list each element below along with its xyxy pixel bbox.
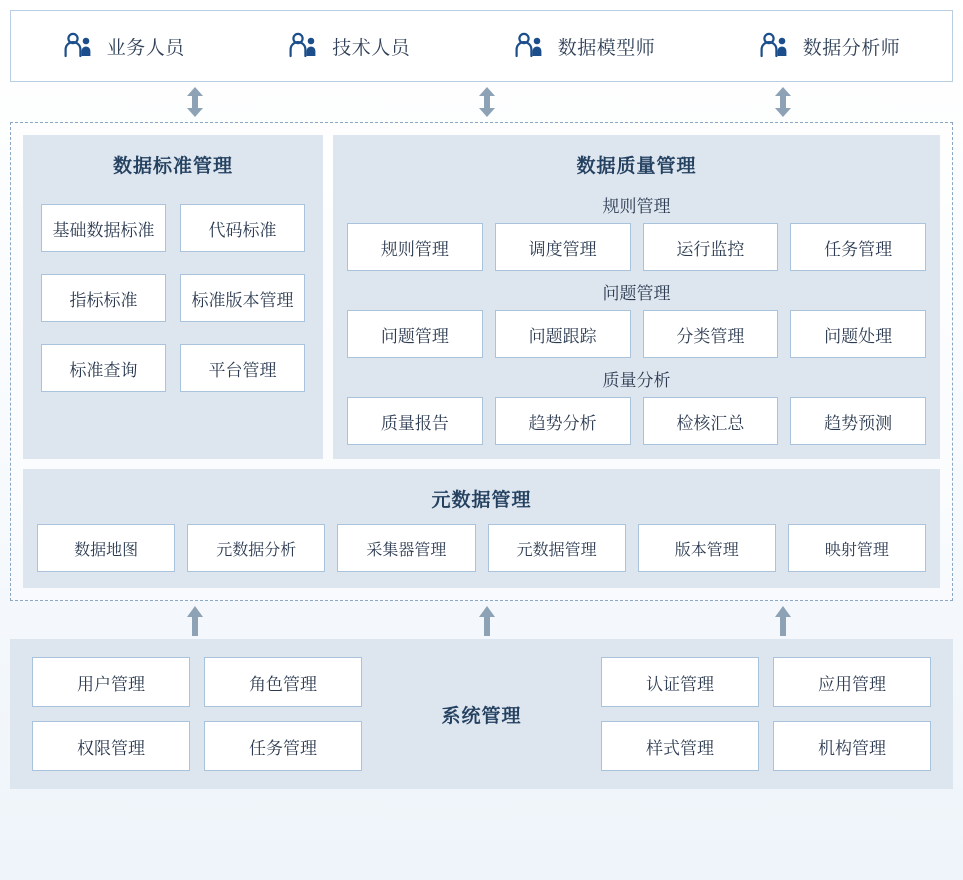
system-right-grid [601, 657, 931, 771]
users-icon [63, 32, 93, 60]
module-cell[interactable]: 数据地图 [37, 524, 175, 572]
up-arrow-icon [772, 605, 794, 637]
users-icon [514, 32, 544, 60]
users-icon [759, 32, 789, 60]
up-arrow-icon [184, 605, 206, 637]
arrow-row-top [10, 82, 953, 122]
module-cell[interactable]: 角色管理 [204, 657, 362, 707]
module-cell[interactable]: 样式管理 [601, 721, 759, 771]
role-label: 技术人员 [332, 37, 411, 59]
data-standard-panel [23, 135, 323, 459]
double-arrow-icon [184, 86, 206, 118]
module-cell[interactable]: 质量报告 [347, 397, 483, 445]
system-management-panel [10, 639, 953, 789]
module-cell[interactable]: 元数据管理 [488, 524, 626, 572]
top-panels-row [23, 135, 940, 459]
module-cell[interactable]: 指标标准 [41, 274, 166, 322]
module-cell[interactable]: 权限管理 [32, 721, 190, 771]
role-item-3[interactable] [753, 32, 907, 60]
module-cell[interactable]: 平台管理 [180, 344, 305, 392]
module-cell[interactable]: 映射管理 [788, 524, 926, 572]
module-cell[interactable]: 问题管理 [347, 310, 483, 358]
metadata-panel [23, 469, 940, 588]
module-cell[interactable]: 问题跟踪 [495, 310, 631, 358]
metadata-title: 元数据管理 [431, 490, 532, 511]
quality-group-title: 规则管理 [602, 197, 671, 216]
module-cell[interactable]: 用户管理 [32, 657, 190, 707]
module-cell[interactable]: 机构管理 [773, 721, 931, 771]
quality-group-title: 质量分析 [602, 371, 671, 390]
quality-group-grid [347, 223, 926, 271]
module-cell[interactable]: 规则管理 [347, 223, 483, 271]
role-item-0[interactable] [57, 32, 191, 60]
module-cell[interactable]: 问题处理 [790, 310, 926, 358]
arrow-row-bottom [10, 601, 953, 639]
quality-group-grid [347, 397, 926, 445]
module-cell[interactable]: 分类管理 [643, 310, 779, 358]
role-label: 数据分析师 [802, 37, 901, 59]
users-icon [288, 32, 318, 60]
role-item-1[interactable] [282, 32, 416, 60]
module-cell[interactable]: 任务管理 [790, 223, 926, 271]
role-item-2[interactable] [508, 32, 662, 60]
module-cell[interactable]: 版本管理 [638, 524, 776, 572]
module-cell[interactable]: 采集器管理 [337, 524, 475, 572]
quality-group-grid [347, 310, 926, 358]
data-standard-grid [41, 204, 305, 392]
module-cell[interactable]: 运行监控 [643, 223, 779, 271]
module-cell[interactable]: 应用管理 [773, 657, 931, 707]
module-cell[interactable]: 趋势预测 [790, 397, 926, 445]
data-quality-title: 数据质量管理 [576, 156, 697, 177]
module-cell[interactable]: 任务管理 [204, 721, 362, 771]
double-arrow-icon [476, 86, 498, 118]
system-left-grid [32, 657, 362, 771]
role-label: 数据模型师 [557, 37, 656, 59]
system-management-title: 系统管理 [441, 705, 522, 727]
role-label: 业务人员 [106, 37, 185, 59]
data-standard-title: 数据标准管理 [112, 156, 233, 177]
metadata-grid [37, 524, 926, 572]
quality-group-title: 问题管理 [602, 284, 671, 303]
module-cell[interactable]: 元数据分析 [187, 524, 325, 572]
module-cell[interactable]: 认证管理 [601, 657, 759, 707]
module-cell[interactable]: 标准版本管理 [180, 274, 305, 322]
module-cell[interactable]: 基础数据标准 [41, 204, 166, 252]
roles-bar [10, 10, 953, 82]
data-quality-panel [333, 135, 940, 459]
module-cell[interactable]: 代码标准 [180, 204, 305, 252]
module-cell[interactable]: 检核汇总 [643, 397, 779, 445]
module-cell[interactable]: 标准查询 [41, 344, 166, 392]
module-cell[interactable]: 调度管理 [495, 223, 631, 271]
module-cell[interactable]: 趋势分析 [495, 397, 631, 445]
governance-platform-group [10, 122, 953, 601]
up-arrow-icon [476, 605, 498, 637]
double-arrow-icon [772, 86, 794, 118]
